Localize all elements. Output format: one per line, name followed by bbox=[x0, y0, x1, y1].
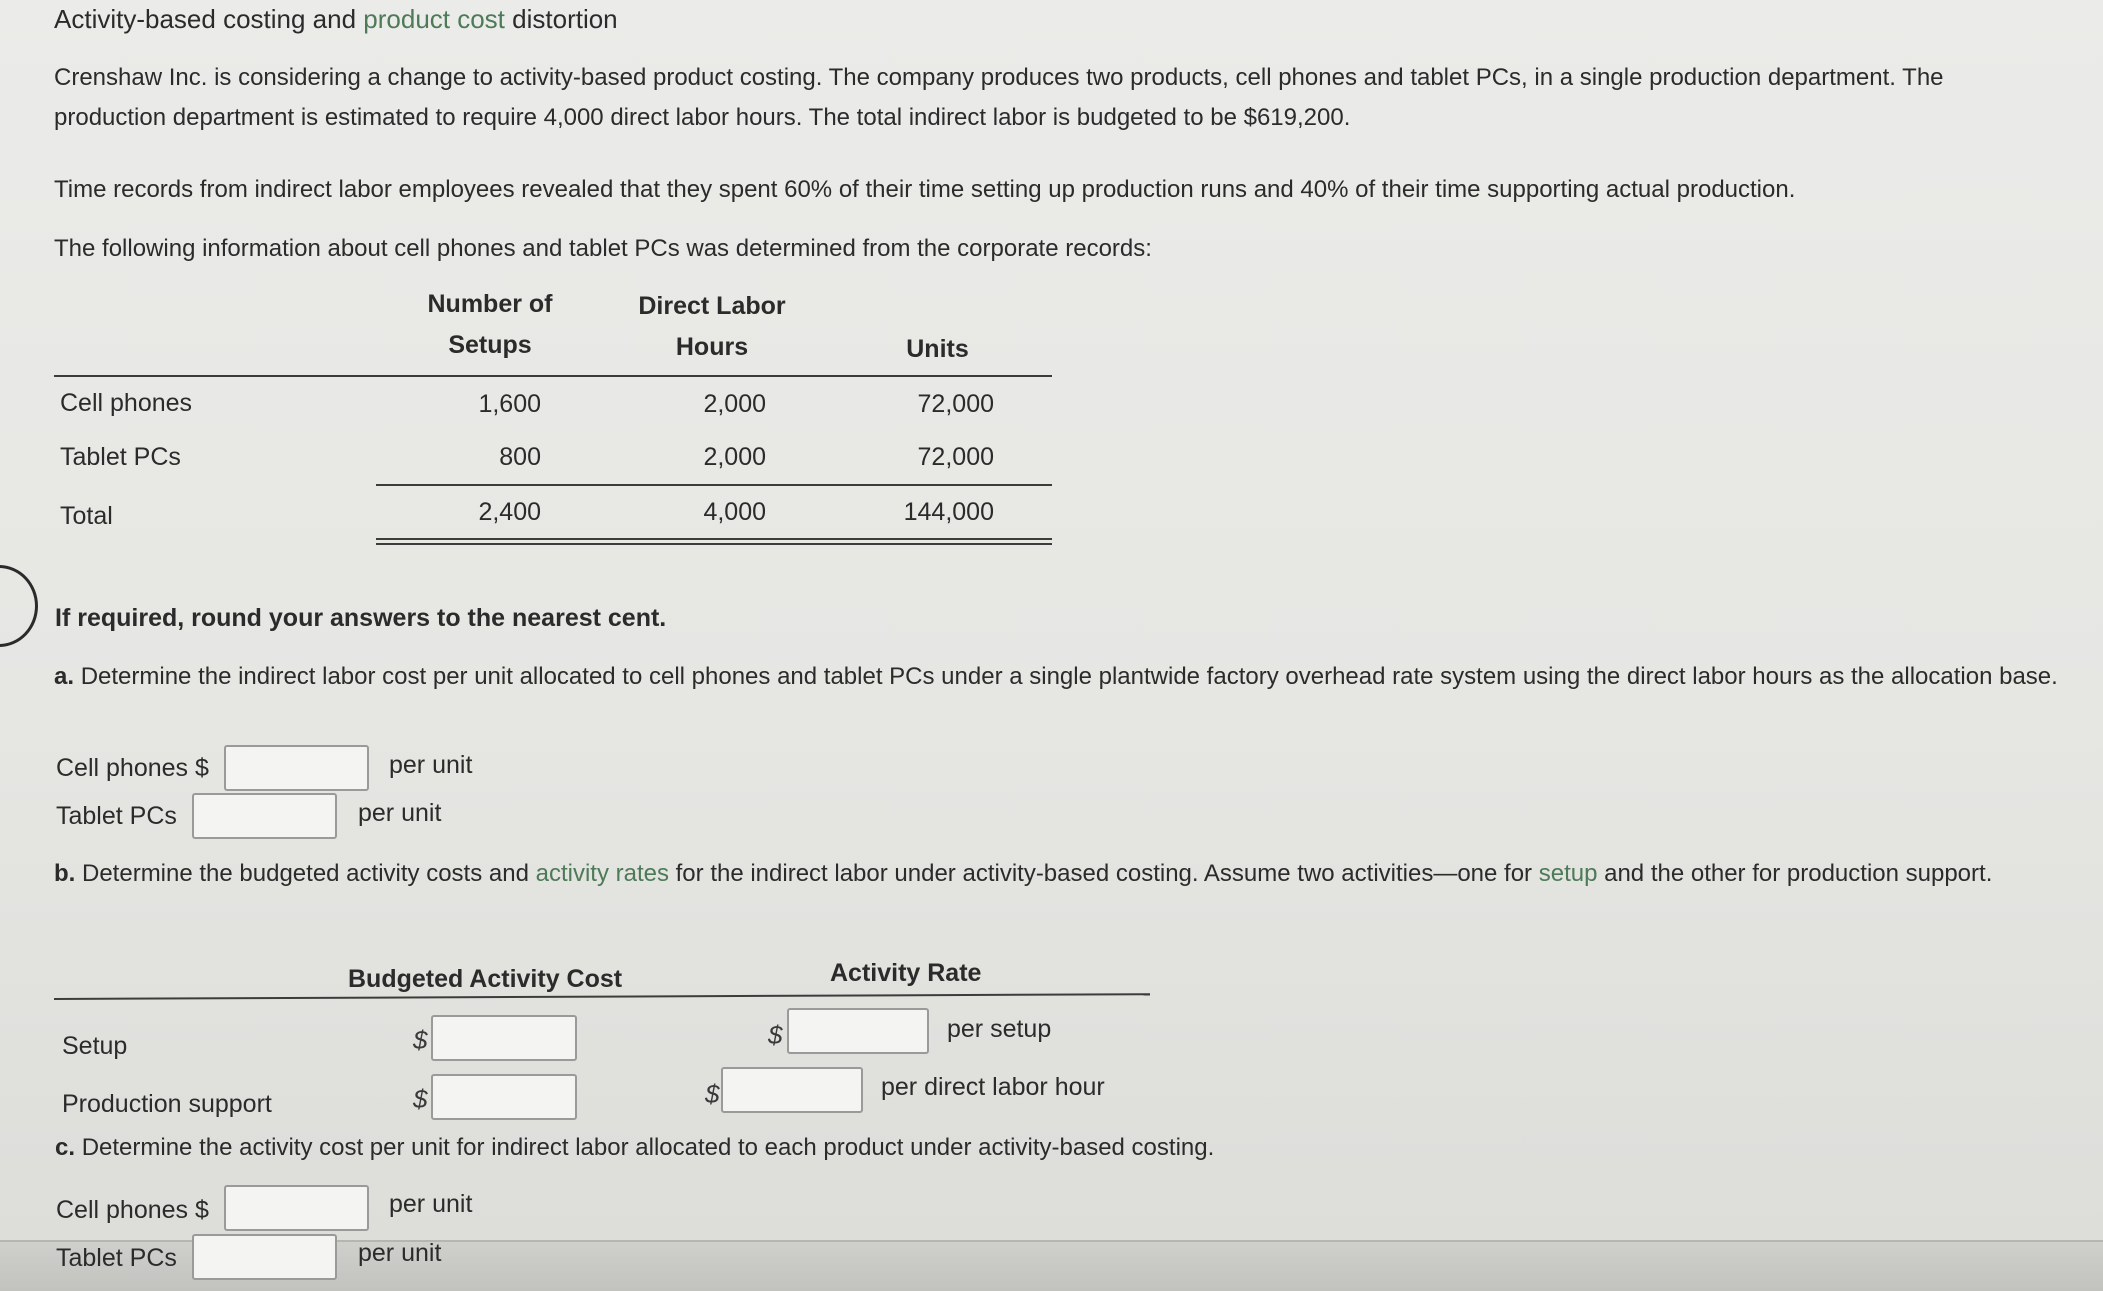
part-c-question: c. Determine the activity cost per unit for indirect labor allocated to each product under activity-based costing. bbox=[55, 1134, 1215, 1161]
part-c-tablet-input[interactable] bbox=[192, 1234, 337, 1280]
part-a-marker: a. bbox=[54, 663, 75, 690]
setup-rate-unit: per setup bbox=[947, 1015, 1052, 1043]
support-cost-field[interactable] bbox=[433, 1076, 575, 1118]
total-setups: 2,400 bbox=[478, 498, 541, 526]
header-units: Units bbox=[906, 335, 969, 363]
support-rate-field[interactable] bbox=[723, 1069, 861, 1111]
part-a-tablet-label: Tablet PCs bbox=[56, 802, 177, 830]
part-c-cell-phones-field[interactable] bbox=[226, 1187, 367, 1229]
table-total-rule-2 bbox=[376, 543, 1052, 545]
part-b-marker: b. bbox=[54, 860, 76, 887]
page-title: Activity-based costing and product cost distortion bbox=[54, 4, 618, 34]
glossary-link-product-cost[interactable]: product cost bbox=[363, 4, 505, 34]
glossary-link-setup[interactable]: setup bbox=[1538, 860, 1598, 887]
part-a-cell-phones-field[interactable] bbox=[226, 747, 367, 789]
tablet-setups: 800 bbox=[499, 443, 541, 471]
header-setups-line1: Number of bbox=[427, 290, 553, 318]
total-units: 144,000 bbox=[903, 498, 994, 526]
hand-drawn-circle-mark bbox=[0, 565, 38, 647]
row-label-total: Total bbox=[60, 502, 113, 530]
support-cost-input[interactable] bbox=[431, 1074, 577, 1120]
row-label-cell-phones: Cell phones bbox=[60, 389, 193, 417]
intro-paragraph-3: The following information about cell phones and tablet PCs was determined from the corporate records: bbox=[54, 235, 1152, 262]
header-activity-rate: Activity Rate bbox=[830, 959, 982, 987]
header-setups-line2: Setups bbox=[448, 331, 532, 359]
setup-rate-dollar: $ bbox=[768, 1020, 783, 1050]
part-a-cell-phones-label: Cell phones $ bbox=[56, 754, 209, 782]
table-header-rule bbox=[54, 375, 1052, 377]
part-a-question: a. Determine the indirect labor cost per unit allocated to cell phones and tablet PCs under a single plantwide factory overhead rate system using the direct labor hours as the allocation base. bbox=[54, 663, 2058, 690]
part-c-marker: c. bbox=[55, 1134, 76, 1161]
tablet-units: 72,000 bbox=[917, 443, 994, 471]
support-cost-dollar: $ bbox=[413, 1084, 428, 1114]
header-budgeted-activity-cost: Budgeted Activity Cost bbox=[348, 965, 623, 993]
part-a-tablet-input[interactable] bbox=[192, 793, 337, 839]
setup-rate-field[interactable] bbox=[789, 1010, 927, 1052]
setup-cost-dollar: $ bbox=[413, 1025, 428, 1055]
part-c-cell-phones-input[interactable] bbox=[224, 1185, 369, 1231]
cell-setups: 1,600 bbox=[478, 390, 541, 418]
part-c-tablet-field[interactable] bbox=[194, 1236, 335, 1278]
setup-rate-input[interactable] bbox=[787, 1008, 929, 1054]
intro-paragraph-1: Crenshaw Inc. is considering a change to activity-based product costing. The company produces two products, cell phones and tablet PCs, in a single production department. The production department is estimated to require 4,000 direct labor hours. The total indirect labor is budgeted to be $619,200. bbox=[54, 64, 1944, 131]
part-c-cell-per-unit: per unit bbox=[389, 1190, 473, 1218]
support-rate-input[interactable] bbox=[721, 1067, 863, 1113]
row-label-production-support: Production support bbox=[62, 1090, 272, 1118]
part-a-tablet-per-unit: per unit bbox=[358, 799, 442, 827]
part-c-tablet-label: Tablet PCs bbox=[56, 1244, 177, 1272]
rounding-instruction: If required, round your answers to the nearest cent. bbox=[55, 604, 667, 632]
tablet-hours: 2,000 bbox=[703, 443, 766, 471]
part-c-tablet-per-unit: per unit bbox=[358, 1239, 442, 1267]
cell-hours: 2,000 bbox=[703, 390, 766, 418]
row-label-setup: Setup bbox=[62, 1032, 128, 1060]
table-total-rule-1 bbox=[376, 538, 1052, 540]
part-a-tablet-field[interactable] bbox=[194, 795, 335, 837]
part-a-cell-per-unit: per unit bbox=[389, 751, 473, 779]
setup-cost-field[interactable] bbox=[433, 1017, 575, 1059]
header-hours-line1: Direct Labor bbox=[638, 292, 786, 320]
intro-paragraph-2: Time records from indirect labor employees revealed that they spent 60% of their time setting up production runs and 40% of their time supporting actual production. bbox=[54, 176, 1796, 203]
row-label-tablet-pcs: Tablet PCs bbox=[60, 443, 181, 471]
header-hours-line2: Hours bbox=[675, 333, 749, 361]
support-rate-unit: per direct labor hour bbox=[881, 1073, 1105, 1101]
part-c-cell-phones-label: Cell phones $ bbox=[56, 1196, 209, 1224]
table-subtotal-rule bbox=[376, 484, 1052, 486]
glossary-link-activity-rates[interactable]: activity rates bbox=[535, 860, 669, 887]
total-hours: 4,000 bbox=[703, 498, 766, 526]
cell-units: 72,000 bbox=[917, 390, 994, 418]
part-b-header-rule bbox=[54, 993, 1150, 1000]
part-b-question: b. Determine the budgeted activity costs and activity rates for the indirect labor under activity-based costing. Assume two activities—one for setup and the other for production support. bbox=[54, 860, 1993, 887]
support-rate-dollar: $ bbox=[705, 1079, 720, 1109]
setup-cost-input[interactable] bbox=[431, 1015, 577, 1061]
part-a-cell-phones-input[interactable] bbox=[224, 745, 369, 791]
